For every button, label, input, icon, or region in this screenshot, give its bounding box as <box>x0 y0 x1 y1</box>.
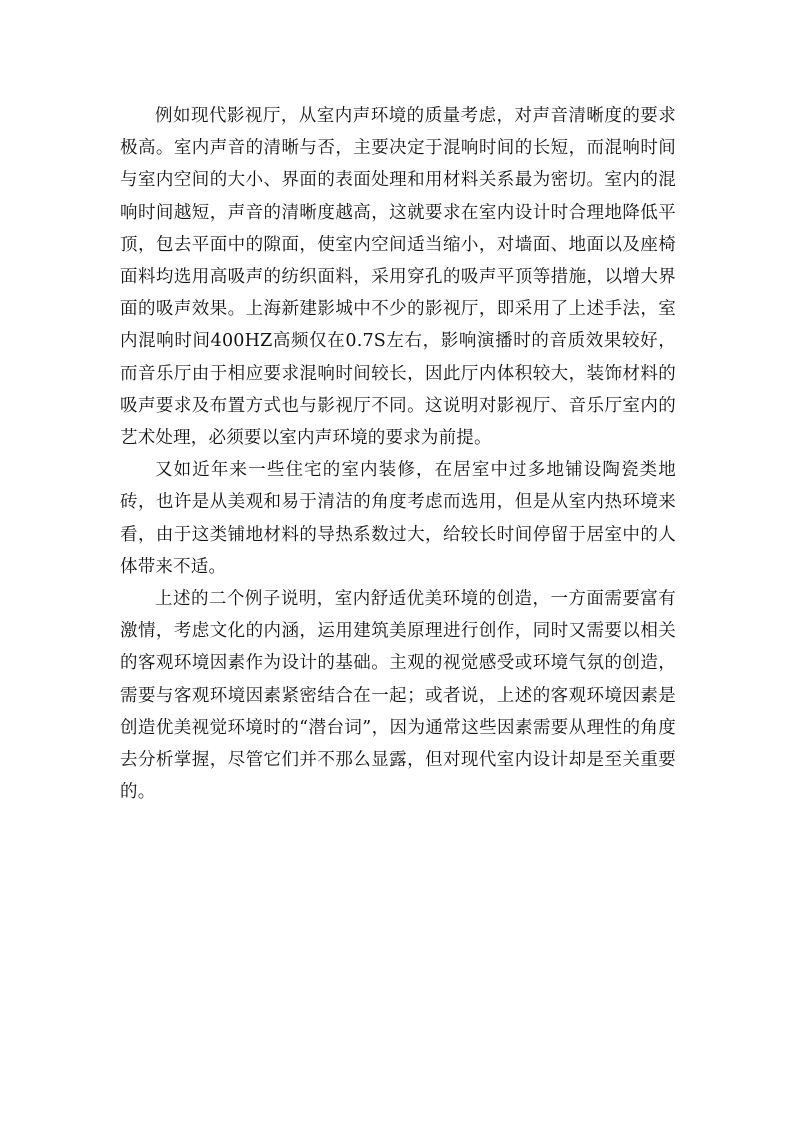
paragraph-1: 例如现代影视厅，从室内声环境的质量考虑，对声音清晰度的要求极高。室内声音的清晰与否，主要决定于混响时间的长短，而混响时间与室内空间的大小、界面的表面处理和用材料关系最为密切。室内的混响时间越短，声音的清晰度越高，这就要求在室内设计时合理地降低平顶，包去平面中的隙面，使室内空间适当缩小，对墙面、地面以及座椅面料均选用高吸声的纺织面料，采用穿孔的吸声平顶等措施，以增大界面的吸声效果。上海新建影城中不少的影视厅，即采用了上述手法，室内混响时间400HZ高频仅在0.7S左右，影响演播时的音质效果较好，而音乐厅由于相应要求混响时间较长，因此厅内体积较大，装饰材料的吸声要求及布置方式也与影视厅不同。这说明对影视厅、音乐厅室内的艺术处理，必须要以室内声环境的要求为前提。 <box>120 106 676 449</box>
paragraph-3: 上述的二个例子说明，室内舒适优美环境的创造，一方面需要富有激情，考虑文化的内涵，运用建筑美原理进行创作，同时又需要以相关的客观环境因素作为设计的基础。主观的视觉感受或环境气氛的创造，需要与客观环境因素紧密结合在一起；或者说，上述的客观环境因素是创造优美视觉环境时的“潜台词”，因为通常这些因素需要从理性的角度去分析掌握，尽管它们并不那么显露，但对现代室内设计却是至关重要的。 <box>120 589 676 803</box>
paragraph-2: 又如近年来一些住宅的室内装修，在居室中过多地铺设陶瓷类地砖，也许是从美观和易于清洁的角度考虑而选用，但是从室内热环境来看，由于这类铺地材料的导热系数过大，给较长时间停留于居室中的人体带来不适。 <box>120 460 676 577</box>
body-text <box>120 100 676 808</box>
